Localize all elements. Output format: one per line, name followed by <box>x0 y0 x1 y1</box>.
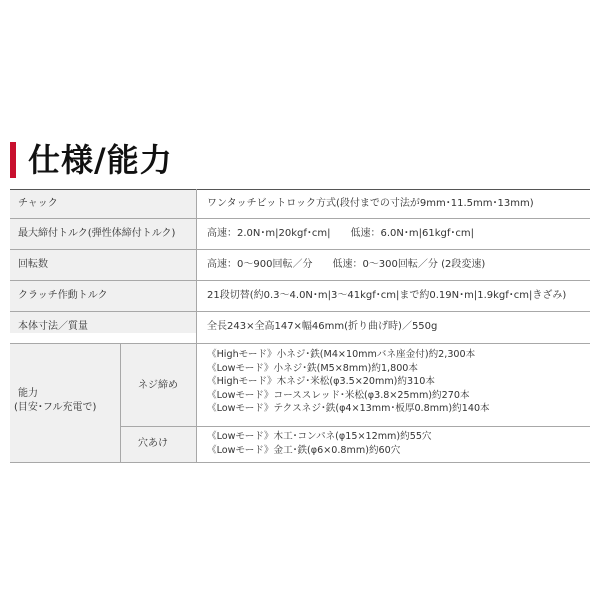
row-divider <box>10 249 590 250</box>
list-item: 《Lowモード》木工･コンパネ(φ15×12mm)約55穴 <box>207 431 432 442</box>
table-bottom-border <box>10 462 590 463</box>
row-value-chuck: ワンタッチビットロック方式(段付までの寸法が9mm･11.5mm･13mm) <box>207 198 534 209</box>
row-value-rpm: 高速：0～900回転／分 低速：0～300回転／分 (2段変速) <box>207 259 486 270</box>
row-divider <box>10 343 590 344</box>
screw-capacity-list <box>207 348 490 416</box>
capacity-sublabel: (目安･フル充電で) <box>14 402 97 413</box>
list-item: 《Lowモード》テクスネジ･鉄(φ4×13mm･板厚0.8mm)約140本 <box>207 403 490 414</box>
list-item: 《Highモード》小ネジ･鉄(M4×10mmバネ座金付)約2,300本 <box>207 349 476 360</box>
row-divider <box>10 280 590 281</box>
table-top-border <box>10 189 590 190</box>
row-label-rpm: 回転数 <box>18 259 48 270</box>
row-value-dimensions: 全長243×全高147×幅46mm(折り曲げ時)／550g <box>207 321 438 332</box>
list-item: 《Lowモード》金工･鉄(φ6×0.8mm)約60穴 <box>207 444 401 456</box>
spec-table <box>10 189 590 463</box>
list-item: 《Highモード》木ネジ･米松(φ3.5×20mm)約310本 <box>207 376 435 387</box>
capacity-label: 能力 <box>18 388 38 399</box>
row-label-max-torque: 最大締付トルク(弾性体締付トルク) <box>18 228 176 239</box>
hole-capacity-list <box>207 430 432 457</box>
row-label-chuck: チャック <box>18 198 58 209</box>
page-title: 仕様/能力 <box>28 141 173 179</box>
title-accent-bar <box>10 142 16 178</box>
row-label-clutch-torque: クラッチ作動トルク <box>18 290 108 301</box>
column-divider <box>196 189 197 463</box>
row-divider <box>120 426 590 427</box>
row-divider <box>10 218 590 219</box>
row-divider <box>10 311 590 312</box>
list-item: 《Lowモード》コーススレッド･米松(φ3.8×25mm)約270本 <box>207 389 470 401</box>
hole-label: 穴あけ <box>138 438 168 449</box>
list-item: 《Lowモード》小ネジ･鉄(M5×8mm)約1,800本 <box>207 362 419 374</box>
sub-column-divider <box>120 343 121 463</box>
row-value-clutch-torque: 21段切替(約0.3～4.0N･m|3～41kgf･cm|まで約0.19N･m|1.9kgf･cm|きざみ) <box>207 290 567 301</box>
row-value-max-torque: 高速：2.0N･m|20kgf･cm| 低速：6.0N･m|61kgf･cm| <box>207 228 474 239</box>
row-label-dimensions: 本体寸法／質量 <box>18 321 88 332</box>
page-header <box>10 141 173 179</box>
screw-label: ネジ締め <box>138 380 178 391</box>
